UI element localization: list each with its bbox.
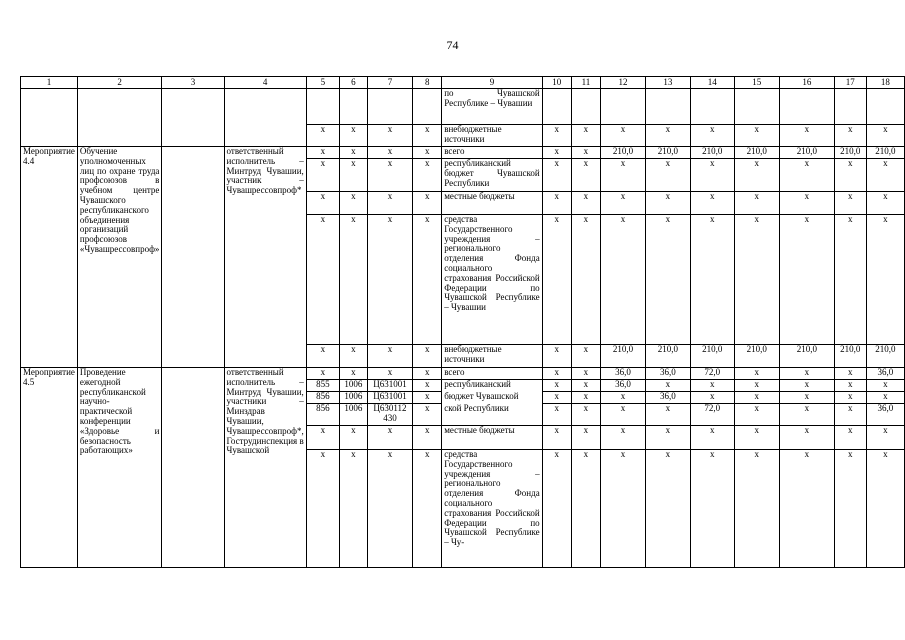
- column-header: 5: [306, 77, 339, 89]
- value-cell: х: [779, 380, 834, 392]
- rzpr-cell: [339, 89, 367, 125]
- value-cell: [834, 89, 866, 125]
- measure-executor: ответственный исполнитель – Минтруд Чувашии, участники – Минздрав Чувашии, Чувашрессовпроф*, Гострудинспекция в Чувашской: [224, 368, 306, 568]
- value-cell: [779, 89, 834, 125]
- value-cell: х: [834, 404, 866, 426]
- grbs-cell: 856: [306, 392, 339, 404]
- table-body: [21, 77, 905, 568]
- value-cell: х: [834, 392, 866, 404]
- value-cell: х: [645, 380, 690, 392]
- column-header: 11: [571, 77, 600, 89]
- value-cell: 210,0: [866, 345, 904, 368]
- value-cell: х: [690, 125, 734, 147]
- grbs-cell: 855: [306, 380, 339, 392]
- csr-cell: х: [367, 159, 413, 192]
- value-cell: 210,0: [645, 147, 690, 159]
- source-cell: внебюджетные источники: [442, 125, 542, 147]
- value-cell: 72,0: [690, 404, 734, 426]
- value-cell: х: [542, 159, 571, 192]
- rzpr-cell: х: [339, 368, 367, 380]
- value-cell: х: [779, 192, 834, 215]
- vr-cell: х: [413, 426, 442, 450]
- rzpr-cell: х: [339, 345, 367, 368]
- grbs-cell: х: [306, 368, 339, 380]
- value-cell: х: [690, 215, 734, 345]
- source-cell: местные бюджеты: [442, 426, 542, 450]
- col3-cell: [162, 147, 224, 368]
- table-row: [21, 368, 905, 380]
- value-cell: х: [542, 368, 571, 380]
- vr-cell: х: [413, 215, 442, 345]
- csr-cell: х: [367, 147, 413, 159]
- csr-cell: Ц630112 430: [367, 404, 413, 426]
- value-cell: х: [834, 215, 866, 345]
- csr-cell: х: [367, 192, 413, 215]
- rzpr-cell: 1006: [339, 380, 367, 392]
- col4-cell: [224, 89, 306, 147]
- rzpr-cell: 1006: [339, 392, 367, 404]
- value-cell: х: [571, 404, 600, 426]
- column-header: 13: [645, 77, 690, 89]
- col1-cell: [21, 89, 78, 147]
- value-cell: х: [542, 392, 571, 404]
- value-cell: х: [645, 215, 690, 345]
- value-cell: х: [645, 404, 690, 426]
- column-header: 14: [690, 77, 734, 89]
- column-header: 3: [162, 77, 224, 89]
- value-cell: х: [645, 192, 690, 215]
- value-cell: х: [866, 392, 904, 404]
- value-cell: х: [571, 125, 600, 147]
- value-cell: х: [734, 215, 779, 345]
- value-cell: х: [690, 392, 734, 404]
- vr-cell: [413, 89, 442, 125]
- source-cell: по Чувашской Республике – Чувашии: [442, 89, 542, 125]
- value-cell: х: [542, 147, 571, 159]
- value-cell: х: [834, 125, 866, 147]
- value-cell: х: [690, 426, 734, 450]
- value-cell: х: [690, 380, 734, 392]
- value-cell: х: [542, 215, 571, 345]
- vr-cell: х: [413, 159, 442, 192]
- value-cell: 36,0: [645, 392, 690, 404]
- value-cell: х: [645, 426, 690, 450]
- source-cell: ской Республики: [442, 404, 542, 426]
- vr-cell: х: [413, 392, 442, 404]
- value-cell: 210,0: [600, 147, 645, 159]
- budget-table: [20, 76, 905, 568]
- column-header: 7: [367, 77, 413, 89]
- col3-cell: [162, 368, 224, 568]
- value-cell: х: [779, 392, 834, 404]
- value-cell: х: [734, 450, 779, 568]
- value-cell: х: [834, 159, 866, 192]
- value-cell: х: [734, 380, 779, 392]
- value-cell: [690, 89, 734, 125]
- value-cell: 36,0: [600, 368, 645, 380]
- rzpr-cell: х: [339, 215, 367, 345]
- column-header: 1: [21, 77, 78, 89]
- value-cell: х: [690, 192, 734, 215]
- value-cell: 210,0: [779, 147, 834, 159]
- source-cell: средства Государственного учреждения – регионального отделения Фонда социального страхования Российской Федерации по Чувашской Республике – Чу-: [442, 450, 542, 568]
- value-cell: х: [834, 450, 866, 568]
- page-number: 74: [446, 38, 459, 52]
- value-cell: [542, 89, 571, 125]
- value-cell: х: [645, 450, 690, 568]
- value-cell: х: [866, 125, 904, 147]
- value-cell: х: [600, 392, 645, 404]
- source-cell: всего: [442, 147, 542, 159]
- csr-cell: х: [367, 125, 413, 147]
- grbs-cell: х: [306, 125, 339, 147]
- measure-title: Проведение ежегодной республиканской научно-практической конференции «Здоровье и безопасность работающих»: [77, 368, 162, 568]
- value-cell: х: [779, 426, 834, 450]
- value-cell: х: [542, 345, 571, 368]
- value-cell: х: [866, 426, 904, 450]
- measure-number: Мероприятие 4.5: [21, 368, 78, 568]
- rzpr-cell: х: [339, 159, 367, 192]
- value-cell: [645, 89, 690, 125]
- value-cell: х: [779, 159, 834, 192]
- csr-cell: Ц631001: [367, 392, 413, 404]
- value-cell: 72,0: [690, 368, 734, 380]
- vr-cell: х: [413, 450, 442, 568]
- value-cell: х: [866, 450, 904, 568]
- vr-cell: х: [413, 147, 442, 159]
- rzpr-cell: х: [339, 125, 367, 147]
- measure-number: Мероприятие 4.4: [21, 147, 78, 368]
- value-cell: 210,0: [645, 345, 690, 368]
- column-header: 10: [542, 77, 571, 89]
- value-cell: 210,0: [834, 147, 866, 159]
- value-cell: х: [645, 125, 690, 147]
- vr-cell: х: [413, 345, 442, 368]
- column-header: 8: [413, 77, 442, 89]
- value-cell: 36,0: [866, 368, 904, 380]
- value-cell: х: [571, 192, 600, 215]
- value-cell: х: [690, 450, 734, 568]
- csr-cell: х: [367, 450, 413, 568]
- value-cell: х: [866, 192, 904, 215]
- rzpr-cell: х: [339, 147, 367, 159]
- header-row: [21, 77, 905, 89]
- rzpr-cell: х: [339, 450, 367, 568]
- value-cell: х: [571, 215, 600, 345]
- measure-title: Обучение уполномоченных лиц по охране труда профсоюзов в учебном центре Чувашского республиканского объединения организаций профсоюзов «Чувашрессовпроф»: [77, 147, 162, 368]
- value-cell: х: [571, 380, 600, 392]
- value-cell: х: [734, 192, 779, 215]
- col3-cell: [162, 89, 224, 147]
- grbs-cell: х: [306, 426, 339, 450]
- rzpr-cell: х: [339, 192, 367, 215]
- grbs-cell: х: [306, 192, 339, 215]
- column-header: 6: [339, 77, 367, 89]
- value-cell: х: [571, 450, 600, 568]
- value-cell: [734, 89, 779, 125]
- grbs-cell: х: [306, 159, 339, 192]
- value-cell: 36,0: [600, 380, 645, 392]
- column-header: 2: [77, 77, 162, 89]
- column-header: 12: [600, 77, 645, 89]
- grbs-cell: х: [306, 147, 339, 159]
- value-cell: х: [600, 426, 645, 450]
- value-cell: 36,0: [645, 368, 690, 380]
- column-header: 16: [779, 77, 834, 89]
- rzpr-cell: 1006: [339, 404, 367, 426]
- value-cell: х: [542, 426, 571, 450]
- grbs-cell: х: [306, 345, 339, 368]
- grbs-cell: х: [306, 215, 339, 345]
- value-cell: х: [600, 450, 645, 568]
- column-header: 15: [734, 77, 779, 89]
- value-cell: х: [600, 404, 645, 426]
- value-cell: 210,0: [600, 345, 645, 368]
- value-cell: [866, 89, 904, 125]
- csr-cell: х: [367, 345, 413, 368]
- value-cell: х: [734, 159, 779, 192]
- vr-cell: х: [413, 192, 442, 215]
- source-cell: всего: [442, 368, 542, 380]
- value-cell: х: [542, 450, 571, 568]
- value-cell: х: [779, 215, 834, 345]
- vr-cell: х: [413, 125, 442, 147]
- grbs-cell: [306, 89, 339, 125]
- value-cell: х: [690, 159, 734, 192]
- value-cell: х: [600, 159, 645, 192]
- value-cell: х: [571, 345, 600, 368]
- measure-executor: ответственный исполнитель – Минтруд Чувашии, участник – Чувашрессовпроф*: [224, 147, 306, 368]
- value-cell: х: [734, 368, 779, 380]
- value-cell: х: [834, 368, 866, 380]
- value-cell: х: [734, 404, 779, 426]
- table-row: [21, 147, 905, 159]
- csr-cell: [367, 89, 413, 125]
- source-cell: республиканский бюджет Чувашской Республики: [442, 159, 542, 192]
- value-cell: 210,0: [734, 345, 779, 368]
- value-cell: х: [600, 125, 645, 147]
- value-cell: 210,0: [779, 345, 834, 368]
- value-cell: х: [571, 426, 600, 450]
- source-cell: средства Государственного учреждения – регионального отделения Фонда социального страхования Российской Федерации по Чувашской Республике – Чувашии: [442, 215, 542, 345]
- col2-cell: [77, 89, 162, 147]
- column-header: 18: [866, 77, 904, 89]
- value-cell: х: [571, 147, 600, 159]
- value-cell: х: [734, 426, 779, 450]
- source-cell: внебюджетные источники: [442, 345, 542, 368]
- table-row: [21, 89, 905, 125]
- column-header: 4: [224, 77, 306, 89]
- value-cell: 210,0: [690, 345, 734, 368]
- csr-cell: х: [367, 215, 413, 345]
- value-cell: 210,0: [690, 147, 734, 159]
- grbs-cell: х: [306, 450, 339, 568]
- value-cell: х: [734, 392, 779, 404]
- value-cell: х: [571, 392, 600, 404]
- value-cell: х: [866, 215, 904, 345]
- value-cell: х: [734, 125, 779, 147]
- value-cell: х: [542, 404, 571, 426]
- value-cell: х: [834, 426, 866, 450]
- value-cell: х: [600, 192, 645, 215]
- value-cell: х: [542, 192, 571, 215]
- value-cell: х: [834, 380, 866, 392]
- column-header: 9: [442, 77, 542, 89]
- value-cell: [571, 89, 600, 125]
- value-cell: х: [779, 404, 834, 426]
- value-cell: х: [866, 159, 904, 192]
- value-cell: х: [645, 159, 690, 192]
- vr-cell: х: [413, 368, 442, 380]
- grbs-cell: 856: [306, 404, 339, 426]
- value-cell: х: [866, 380, 904, 392]
- value-cell: х: [542, 380, 571, 392]
- value-cell: х: [834, 192, 866, 215]
- value-cell: [600, 89, 645, 125]
- value-cell: 210,0: [734, 147, 779, 159]
- csr-cell: Ц631001: [367, 380, 413, 392]
- value-cell: х: [542, 125, 571, 147]
- source-cell: местные бюджеты: [442, 192, 542, 215]
- value-cell: 210,0: [866, 147, 904, 159]
- csr-cell: х: [367, 426, 413, 450]
- value-cell: х: [571, 368, 600, 380]
- csr-cell: х: [367, 368, 413, 380]
- vr-cell: х: [413, 404, 442, 426]
- vr-cell: х: [413, 380, 442, 392]
- value-cell: х: [600, 215, 645, 345]
- value-cell: х: [779, 125, 834, 147]
- value-cell: 36,0: [866, 404, 904, 426]
- value-cell: х: [571, 159, 600, 192]
- source-cell: бюджет Чувашской: [442, 392, 542, 404]
- value-cell: х: [779, 368, 834, 380]
- column-header: 17: [834, 77, 866, 89]
- value-cell: х: [779, 450, 834, 568]
- value-cell: 210,0: [834, 345, 866, 368]
- rzpr-cell: х: [339, 426, 367, 450]
- source-cell: республиканский: [442, 380, 542, 392]
